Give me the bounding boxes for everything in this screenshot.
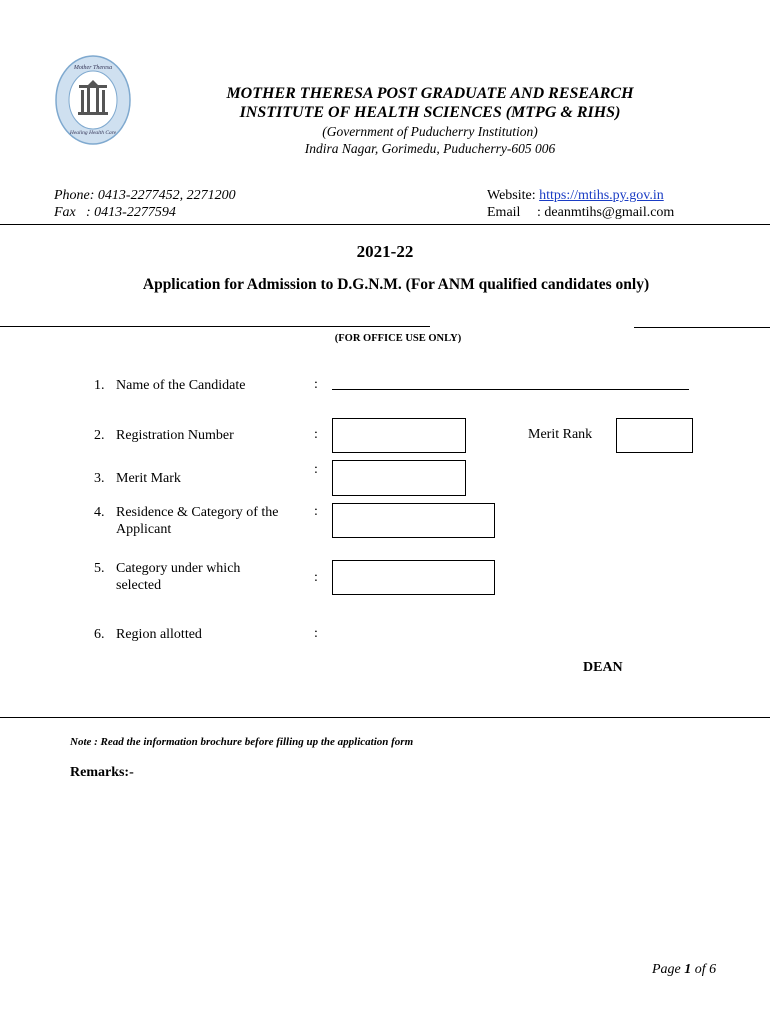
field-category-selected	[94, 560, 266, 594]
dean-signature-label: DEAN	[583, 660, 623, 675]
colon: :	[314, 626, 318, 641]
institute-seal-icon	[54, 54, 132, 146]
section-divider-left	[0, 326, 430, 327]
institute-name-line1: MOTHER THERESA POST GRADUATE AND RESEARCH	[226, 85, 634, 102]
registration-number-box[interactable]	[332, 418, 466, 453]
field-number: 6.	[94, 627, 105, 642]
colon: :	[314, 504, 318, 519]
phone-line: Phone: 0413-2277452, 2271200	[54, 188, 236, 203]
field-label: Residence & Category of the Applicant	[116, 505, 279, 537]
website-line	[487, 187, 674, 204]
website-link[interactable]: https://mtihs.py.gov.in	[539, 188, 664, 203]
field-label: Registration Number	[116, 428, 234, 443]
field-label: Region allotted	[116, 627, 202, 642]
colon: :	[314, 570, 318, 585]
office-use-label: (FOR OFFICE USE ONLY)	[334, 333, 462, 344]
application-title: Application for Admission to D.G.N.M. (For ANM qualified candidates only)	[142, 276, 650, 293]
page-number	[652, 962, 716, 978]
colon: :	[314, 377, 318, 392]
institute-address: Indira Nagar, Gorimedu, Puducherry-605 006	[304, 141, 556, 156]
fax-line	[54, 204, 236, 221]
email-value: : deanmtihs@gmail.com	[537, 205, 675, 220]
field-number: 3.	[94, 471, 105, 486]
field-number: 2.	[94, 428, 105, 443]
field-number: 5.	[94, 561, 105, 576]
institute-logo	[54, 54, 132, 146]
svg-text:Mother Theresa: Mother Theresa	[73, 65, 113, 71]
institute-name	[160, 84, 700, 122]
academic-year: 2021-22	[356, 242, 414, 261]
field-label: Merit Mark	[116, 471, 181, 486]
merit-rank-label: Merit Rank	[528, 427, 593, 442]
government-label: (Government of Puducherry Institution)	[322, 124, 538, 139]
field-label: Name of the Candidate	[116, 378, 246, 393]
remarks-label: Remarks:-	[70, 765, 134, 780]
colon: :	[314, 462, 318, 477]
note-text: Note : Read the information brochure before filling up the application form	[70, 736, 414, 748]
page-suffix: of 6	[691, 962, 717, 977]
field-registration-number	[94, 427, 306, 444]
website-label: Website:	[487, 188, 540, 203]
footer-divider	[0, 717, 770, 718]
merit-mark-box[interactable]	[332, 460, 466, 496]
email-label: Email	[487, 205, 521, 220]
header-divider	[0, 224, 770, 225]
fax-label: Fax	[54, 205, 76, 220]
field-name-of-candidate	[94, 377, 306, 394]
section-divider-right	[634, 327, 770, 328]
institute-subtitle	[160, 123, 700, 157]
page-current: 1	[684, 962, 692, 977]
category-selected-box[interactable]	[332, 560, 495, 595]
merit-rank-box[interactable]	[616, 418, 693, 453]
field-number: 4.	[94, 505, 105, 520]
colon: :	[314, 427, 318, 442]
page-prefix: Page	[652, 962, 685, 977]
svg-text:Healing Health Care: Healing Health Care	[69, 130, 117, 136]
email-line	[487, 204, 674, 221]
candidate-name-line[interactable]	[332, 389, 689, 390]
contact-left	[54, 187, 236, 221]
field-number: 1.	[94, 378, 105, 393]
field-region-allotted	[94, 626, 306, 643]
residence-category-box[interactable]	[332, 503, 495, 538]
field-residence-category	[94, 504, 306, 538]
institute-name-line2: INSTITUTE OF HEALTH SCIENCES (MTPG & RIHS)	[239, 104, 621, 121]
contact-right	[487, 187, 674, 221]
field-merit-mark	[94, 470, 306, 487]
field-label: Category under which selected	[116, 561, 241, 593]
fax-value: : 0413-2277594	[86, 205, 176, 220]
